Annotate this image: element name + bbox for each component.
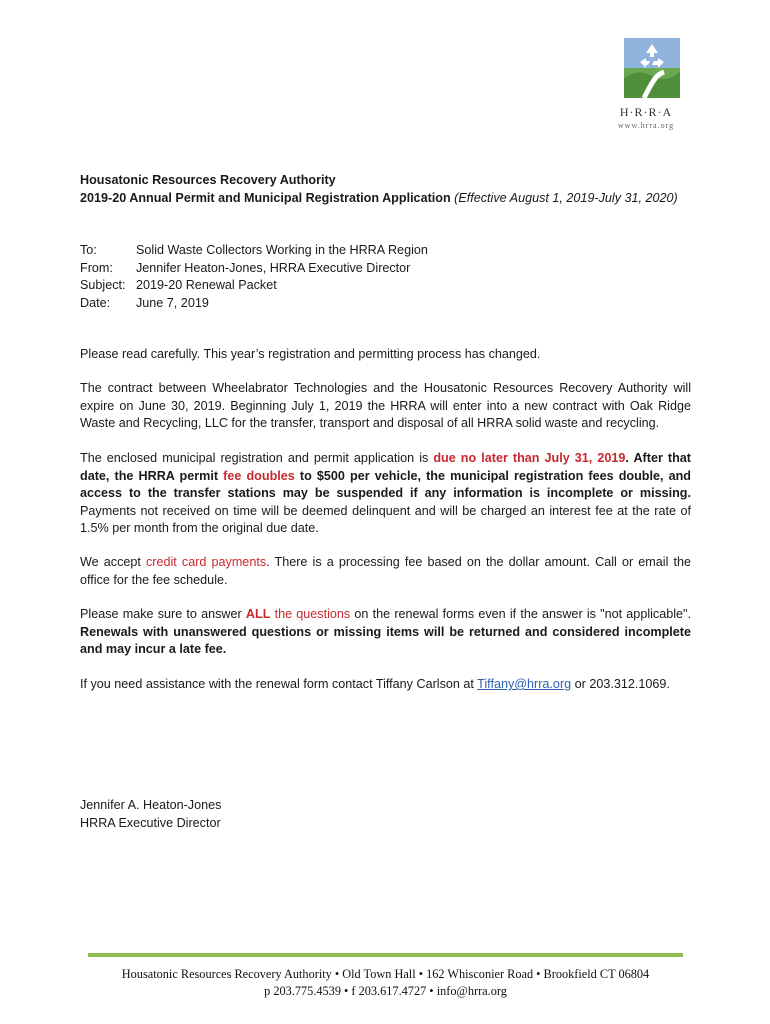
fee-doubles-highlight: fee doubles — [223, 468, 295, 483]
p5-not-applicable: on the renewal forms even if the answer is "not applicable". — [350, 607, 691, 621]
p5-intro: Please make sure to answer — [80, 607, 246, 621]
logo-url: www.hrra.org — [617, 121, 675, 130]
document-heading — [80, 172, 691, 207]
heading-effective-dates: (Effective August 1, 2019-July 31, 2020) — [454, 190, 678, 205]
questions-highlight: the questions — [270, 607, 351, 621]
memo-date-label: Date: — [80, 295, 111, 310]
paragraph-assistance — [80, 676, 691, 694]
memo-date-value: June 7, 2019 — [136, 295, 209, 310]
footer-contact: p 203.775.4539 • f 203.617.4727 • info@hrra.org — [264, 983, 507, 998]
paragraph-contract: The contract between Wheelabrator Technologies and the Housatonic Resources Recovery Authority will expire on June 30, 2019. Beginning July 1, 2019 the HRRA will enter into a new contract with Oak Ridge Waste and Recycling, LLC for the transfer, transport and disposal of all HRRA solid waste and recycling. — [80, 381, 691, 430]
p6-intro: If you need assistance with the renewal form contact Tiffany Carlson at — [80, 677, 478, 691]
hrra-logo — [606, 38, 686, 130]
p4-rest: . There is a processing fee based on the dollar amount. Call or email the office for the fee schedule. — [80, 555, 691, 587]
memo-from-value: Jennifer Heaton-Jones, HRRA Executive Director — [136, 260, 411, 275]
signature-name: Jennifer A. Heaton-Jones — [80, 798, 222, 812]
signature-block — [80, 797, 691, 832]
memo-subject-row — [80, 277, 428, 295]
memo-to-value: Solid Waste Collectors Working in the HRRA Region — [136, 243, 428, 257]
contact-email-link[interactable]: Tiffany@hrra.org — [477, 677, 572, 691]
p3-penalties: to $500 per vehicle, the municipal registration fees double, and access to the transfer stations may be suspended if any information is incomplete or missing. — [80, 468, 692, 500]
signature-title: HRRA Executive Director — [80, 815, 221, 830]
due-date-highlight: due no later than July 31, 2019 — [433, 451, 626, 465]
paragraph-due-date — [80, 450, 691, 538]
p3-after-date: . After that date, the HRRA permit — [80, 451, 691, 483]
p3-delinquent: Payments not received on time will be deemed delinquent and will be charged an interest fee at the rate of 1.5% per month from the original due date. — [80, 503, 691, 535]
memo-from-label: From: — [80, 260, 113, 275]
heading-organization: Housatonic Resources Recovery Authority — [80, 173, 336, 187]
memo-block — [80, 242, 428, 312]
footer-address: Housatonic Resources Recovery Authority • Old Town Hall • 162 Whisconier Road • Brookfield CT 06804 — [121, 967, 650, 981]
heading-title — [80, 190, 691, 208]
credit-card-highlight: credit card payments — [146, 555, 267, 569]
p6-phone: or 203.312.1069. — [571, 677, 670, 691]
recycle-landscape-icon — [624, 38, 680, 98]
paragraph-credit-card — [80, 554, 691, 589]
p4-intro: We accept — [80, 555, 146, 569]
memo-subject-label: Subject: — [80, 278, 126, 292]
footer-divider — [88, 953, 683, 957]
all-highlight: ALL — [245, 607, 271, 621]
memo-to-label: To: — [80, 243, 97, 257]
paragraph-answer-all — [80, 606, 691, 659]
memo-to-row — [80, 242, 428, 260]
p3-intro: The enclosed municipal registration and permit application is — [80, 451, 434, 465]
memo-date-row — [80, 295, 428, 313]
paragraph-notice: Please read carefully. This year’s registration and permitting process has changed. — [80, 347, 541, 361]
heading-title-text: 2019-20 Annual Permit and Municipal Registration Application — [80, 190, 451, 205]
p5-warning: Renewals with unanswered questions or missing items will be returned and considered incomplete and may incur a late fee. — [80, 624, 691, 656]
memo-from-row — [80, 260, 428, 278]
memo-subject-value: 2019-20 Renewal Packet — [136, 278, 277, 292]
logo-letters: H·R·R·A — [619, 105, 673, 119]
letterhead-footer — [80, 966, 691, 999]
